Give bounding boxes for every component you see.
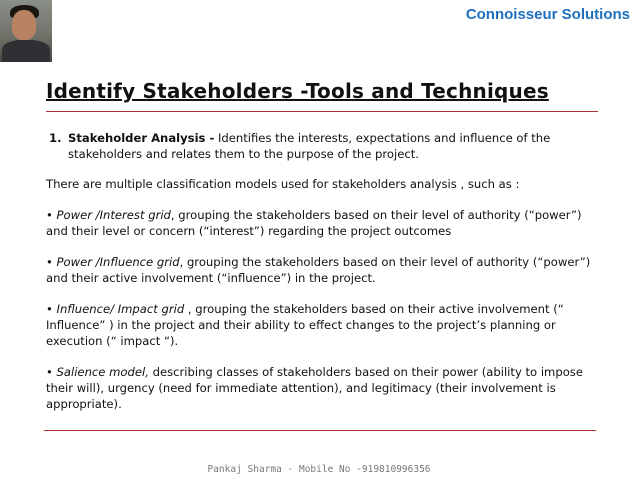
- bullet-model-name: Power /Interest grid: [56, 208, 171, 222]
- slide-title: Identify Stakeholders -Tools and Techniques: [46, 79, 549, 103]
- photo-face: [12, 10, 36, 40]
- bullet-power-interest: [46, 207, 606, 239]
- item-text: [68, 130, 550, 162]
- bullet-marker: •: [46, 255, 53, 269]
- bullet-model-name: Salience model,: [56, 365, 149, 379]
- bullet-description: , grouping the stakeholders based on their level of authority (“power”) and their level or concern (“interest”) regarding the project outcomes: [46, 208, 582, 238]
- bullet-salience-model: [46, 364, 606, 412]
- presenter-photo: [0, 0, 52, 62]
- bullet-model-name: Power /Influence grid: [56, 255, 180, 269]
- bullet-marker: •: [46, 208, 53, 222]
- item-heading: Stakeholder Analysis -: [68, 131, 215, 145]
- bottom-divider: [44, 430, 596, 431]
- item-number: 1.: [49, 131, 62, 145]
- bullet-influence-impact: [46, 301, 606, 349]
- slide-body: [46, 130, 606, 412]
- bullet-marker: •: [46, 365, 53, 379]
- bullet-description: describing classes of stakeholders based on their power (ability to impose their will), urgency (need for immediate attention), and legitimacy (their involvement is appropriate).: [46, 365, 583, 411]
- bullet-model-name: Influence/ Impact grid: [56, 302, 185, 316]
- intro-text: There are multiple classification models used for stakeholders analysis , such as :: [46, 177, 520, 191]
- item-description-2: stakeholders and relates them to the purpose of the project.: [68, 147, 419, 161]
- brand-name: Connoisseur Solutions: [465, 6, 630, 23]
- footer-contact: Pankaj Sharma - Mobile No -919810996356: [207, 464, 431, 475]
- top-divider: [46, 111, 598, 112]
- bullet-marker: •: [46, 302, 53, 316]
- bullet-description: , grouping the stakeholders based on their active involvement (“ Influence” ) in the project and their ability to effect changes to the project’s planning or execution (“ impact “).: [46, 302, 564, 348]
- bullet-power-influence: [46, 254, 606, 286]
- bullet-description: , grouping the stakeholders based on their level of authority (“power”) and their active involvement (“influence”) in the project.: [46, 255, 591, 285]
- numbered-item: [46, 130, 606, 162]
- item-description-1: Identifies the interests, expectations and influence of the: [214, 131, 551, 145]
- photo-shirt: [2, 40, 50, 62]
